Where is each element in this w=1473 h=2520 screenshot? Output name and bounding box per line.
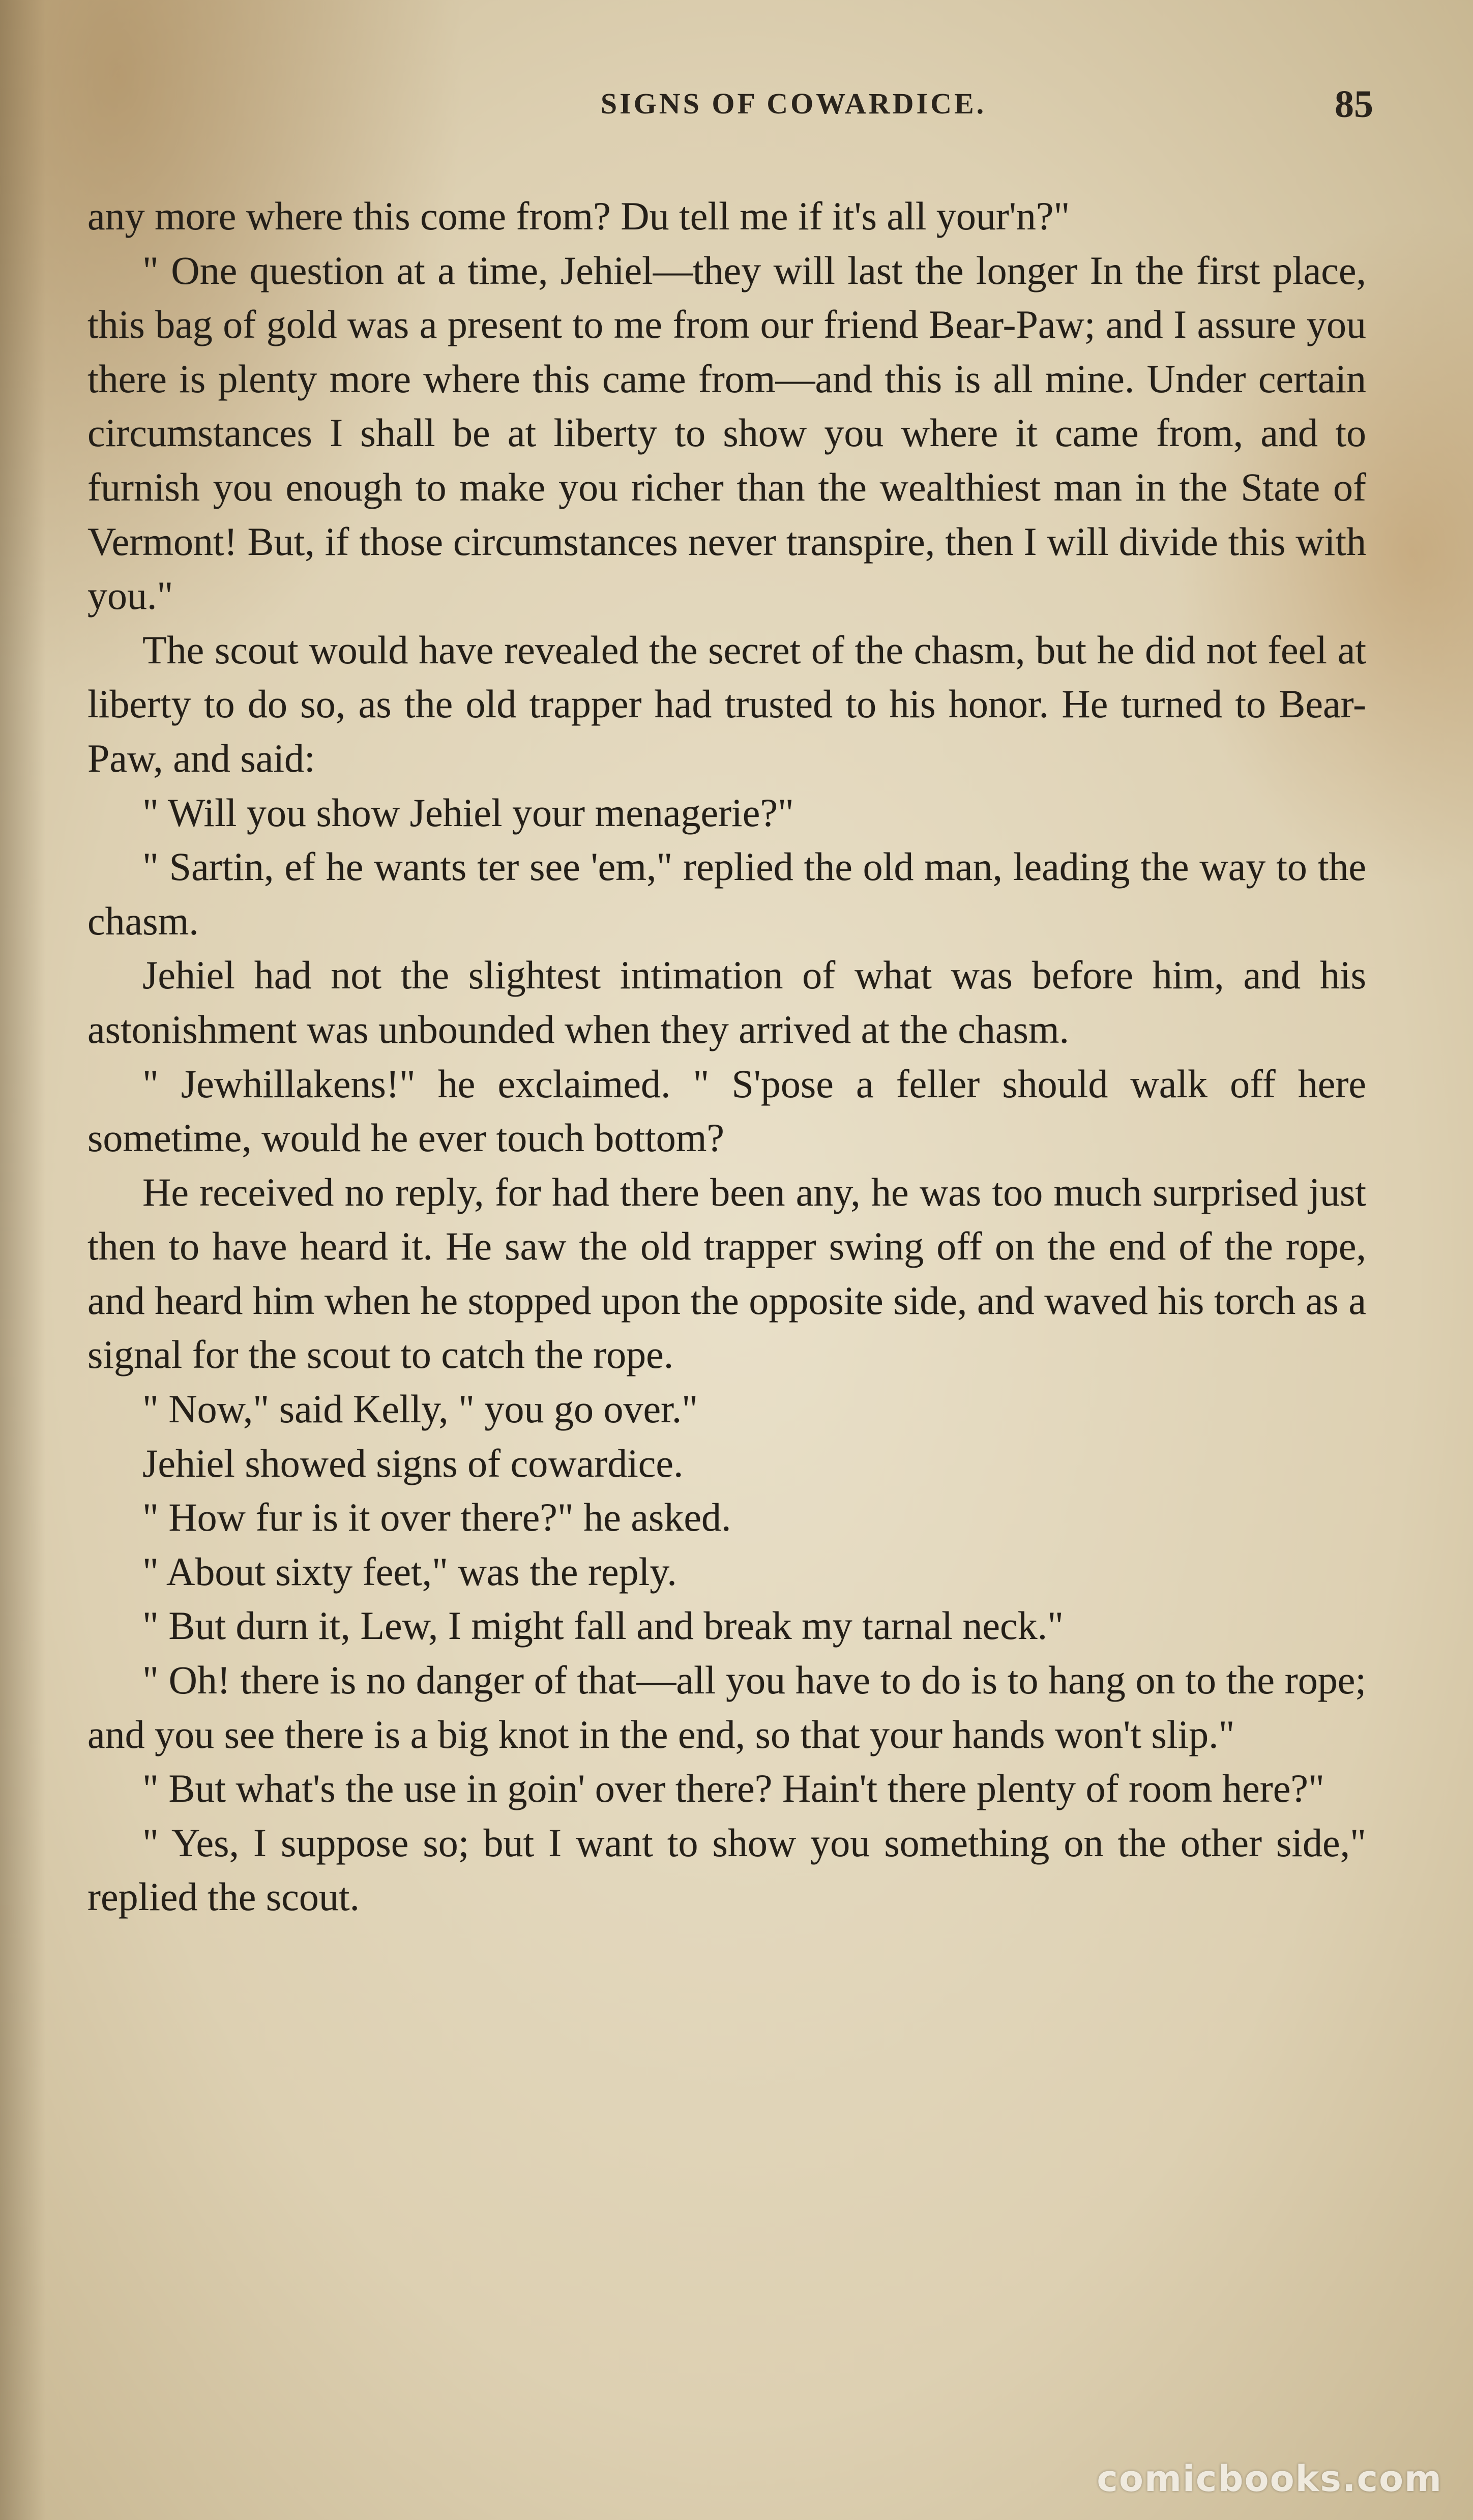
paragraph-15: " But what's the use in goin' over there? Hain't there plenty of room here?" (142, 1766, 1324, 1811)
paragraph-16: " Yes, I suppose so; but I want to show you something on the other side," replied the scout. (87, 1820, 1366, 1919)
paragraph-9: " Now," said Kelly, " you go over." (142, 1387, 698, 1431)
paragraph-3: The scout would have revealed the secret of the chasm, but he did not feel at liberty to do so, as the old trapper had trusted to his honor. He turned to Bear-Paw, and said: (87, 627, 1366, 780)
paragraph-11: " How fur is it over there?" he asked. (142, 1495, 731, 1540)
paragraph-5: " Sartin, ef he wants ter see 'em," replied the old man, leading the way to the chasm. (87, 844, 1366, 943)
paragraph-4: " Will you show Jehiel your menagerie?" (142, 790, 794, 835)
paragraph-6: Jehiel had not the slightest intimation of what was before him, and his astonishment was unbounded when they arrived at the chasm. (87, 953, 1366, 1051)
paragraph-14: " Oh! there is no danger of that—all you have to do is to hang on to the rope; and you see there is a big knot in the end, so that your hands won't slip." (87, 1658, 1366, 1756)
spine-shadow (0, 0, 46, 2520)
watermark: comicbooks.com (1097, 2458, 1442, 2500)
body-text (87, 189, 1366, 1924)
paragraph-2: " One question at a time, Jehiel—they will last the longer In the first place, this bag of gold was a present to me from our friend Bear-Paw; and I assure you there is plenty more where this came from—and this is all mine. Under certain circumstances I shall be at liberty to show you where it came from, and to furnish you enough to make you richer than the wealthiest man in the State of Vermont! But, if those circumstances never transpire, then I will divide this with you." (87, 248, 1366, 618)
paragraph-1: any more where this come from? Du tell me if it's all your'n?" (87, 194, 1070, 238)
running-head (86, 83, 1373, 137)
paragraph-7: " Jewhillakens!" he exclaimed. " S'pose a feller should walk off here sometime, would he ever touch bottom? (87, 1061, 1366, 1160)
page-number: 85 (1335, 83, 1373, 126)
paragraph-8: He received no reply, for had there been any, he was too much surprised just then to have heard it. He saw the old trapper swing off on the end of the rope, and heard him when he stopped upon the opposite side, and waved his torch as a signal for the scout to catch the rope. (87, 1169, 1366, 1377)
paragraph-12: " About sixty feet," was the reply. (142, 1549, 677, 1594)
running-title: SIGNS OF COWARDICE. (600, 87, 987, 120)
paragraph-13: " But durn it, Lew, I might fall and break my tarnal neck." (142, 1603, 1064, 1648)
paragraph-10: Jehiel showed signs of cowardice. (142, 1441, 684, 1485)
